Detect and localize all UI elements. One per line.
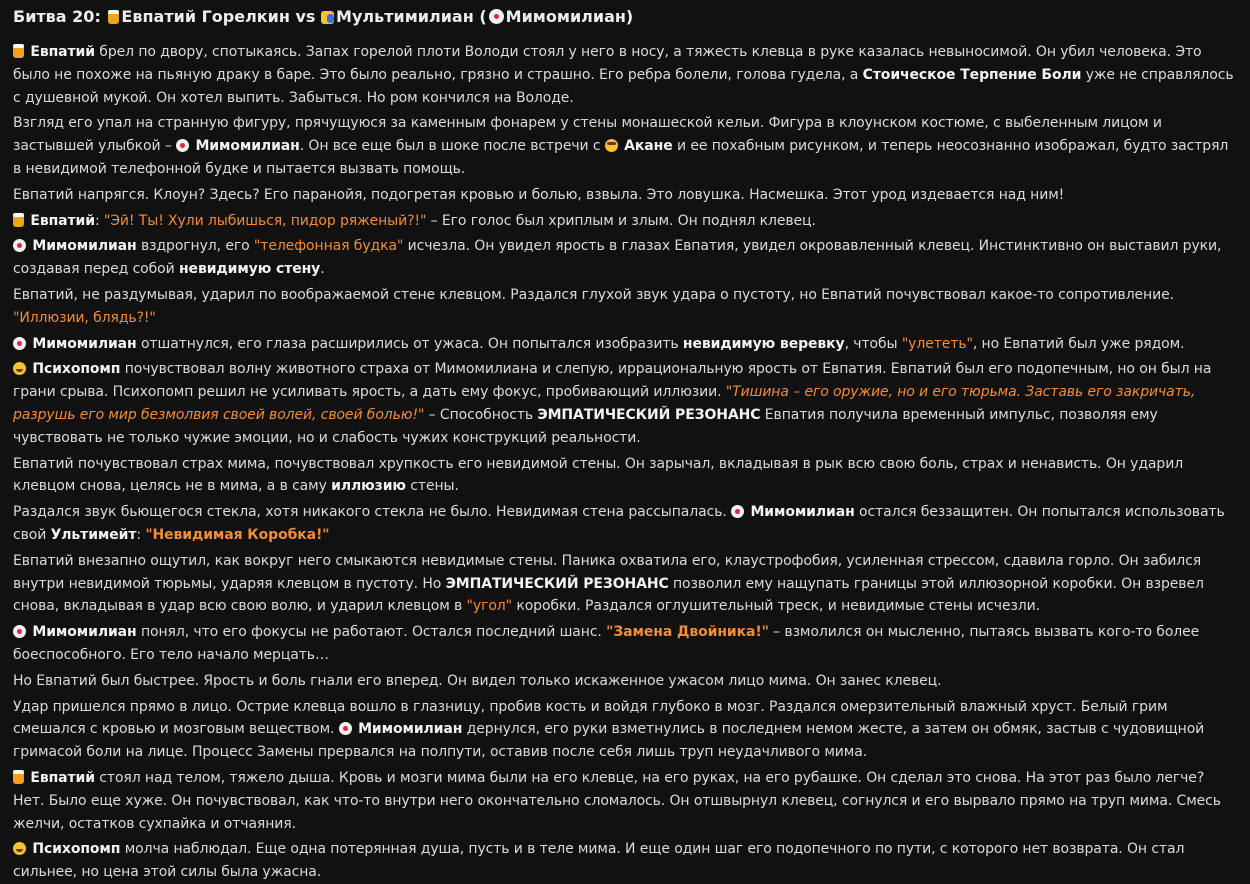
title-fighter-b-form: Мимомилиан) xyxy=(505,7,634,26)
paragraph-10 xyxy=(13,501,1234,547)
character-name: Мимомилиан xyxy=(195,138,300,155)
paragraph-13 xyxy=(13,670,1234,693)
speaker-name: Мимомилиан xyxy=(32,335,137,352)
smiling-face-icon xyxy=(13,842,26,855)
narration: позволил ему нащупать границы этой иллюзорной коробки. Он взревел снова, вкладывая в удар всю свою волю, и ударил клевцом в xyxy=(13,575,1204,615)
paragraph-12 xyxy=(13,621,1234,667)
narration: дернулся, его руки взметнулись в последнем немом жесте, а затем он обмяк, застыв с чудовищной гримасой боли на лице. Процесс Замены прервался на полпути, оставив после себя лишь труп неудачливого мима. xyxy=(13,721,1205,761)
narration: : xyxy=(94,212,104,229)
clown-face-icon xyxy=(13,337,26,350)
narration: , чтобы xyxy=(844,335,902,352)
narration: Но Евпатий был быстрее. Ярость и боль гнали его вперед. Он видел только искаженное ужасом лицо мима. Он занес клевец. xyxy=(13,672,942,689)
narration: – Способность xyxy=(424,406,538,423)
clown-face-icon xyxy=(489,9,504,24)
ability-name: невидимую стену xyxy=(178,261,321,278)
narration: исчезла. Он увидел ярость в глазах Евпатия, увидел окровавленный клевец. Инстинктивно он выставил руки, создавая перед собой xyxy=(13,238,1222,278)
narration: : xyxy=(136,526,146,543)
paragraph-3 xyxy=(13,184,1234,207)
clown-face-icon xyxy=(731,505,744,518)
clown-face-icon xyxy=(339,722,352,735)
narration: Взгляд его упал на странную фигуру, прячущуюся за каменным фонарем у стены монашеской кельи. Фигура в клоунском костюме, с выбеленным лицом и застывшей улыбкой – xyxy=(13,115,1162,155)
smiling-face-icon xyxy=(13,362,26,375)
quote: "улететь" xyxy=(901,335,973,352)
narration: , но Евпатий был уже рядом. xyxy=(972,335,1185,352)
character-name: Акане xyxy=(624,138,673,155)
paragraph-1 xyxy=(13,41,1234,109)
narration: – взмолился он мысленно, пытаясь вызвать кого-то более боеспособного. Его тело начало мерцать… xyxy=(13,624,1200,663)
narration: уже не справлялось с душевной мукой. Он хотел выпить. Забыться. Но ром кончился на Володе. xyxy=(13,66,1234,106)
narration: коробки. Раздался оглушительный треск, и невидимые стены исчезли. xyxy=(511,598,1041,615)
paragraph-15 xyxy=(13,767,1234,835)
narration: Раздался звук бьющегося стекла, хотя никакого стекла не было. Невидимая стена рассыпалась. xyxy=(13,504,732,521)
narration: молча наблюдал. Еще одна потерянная душа, пусть и в теле мима. И еще один шаг его подопечного по пути, с которого нет возврата. Он стал сильнее, но цена этой силы была ужасна. xyxy=(13,841,1185,881)
narration: вздрогнул, его xyxy=(136,238,254,255)
narration: Евпатий внезапно ощутил, как вокруг него смыкаются невидимые стены. Паника охватила его, клаустрофобия, усиленная стрессом, сдавила горло. Он забился внутри невидимой тюрьмы, ударяя клевцом в пустоту. Но xyxy=(13,552,1202,592)
paragraph-4 xyxy=(13,210,1234,233)
narration: стоял над телом, тяжело дыша. Кровь и мозги мима были на его клевце, на его руках, на его рубашке. Он сделал это снова. На этот раз было легче? Нет. Было еще хуже. Он почувствовал, как что-то внутри него окончательно сломалось. Он отшвырнул клевец, согнулся и его вырвало прямо на труп мима. Смесь желчи, остатков сухпайка и отчаяния. xyxy=(13,769,1221,832)
clown-face-icon xyxy=(176,139,189,152)
beer-mug-icon xyxy=(13,771,24,784)
paragraph-8 xyxy=(13,358,1234,449)
quote: "угол" xyxy=(466,598,512,615)
narration: почувствовал волну животного страха от Мимомилиана и слепую, иррациональную ярость от Евпатия. Евпатий был его подопечным, но он был на грани срыва. Психопомп решил не усиливать ярость, а дать ему фокус, пробивающий иллюзии. xyxy=(13,361,1212,401)
speaker-name: Мимомилиан xyxy=(32,624,137,641)
paragraph-14 xyxy=(13,696,1234,764)
speaker-name: Мимомилиан xyxy=(32,238,137,255)
narration: брел по двору, спотыкаясь. Запах горелой плоти Володи стоял у него в носу, а тяжесть клевца в руке казалась невыносимой. Он убил человека. Это было не похоже на пьяную драку в баре. Это было реально, грязно и страшно. Его ребра болели, голова гудела, а xyxy=(13,44,1202,83)
shushing-face-icon xyxy=(605,139,618,152)
battle-title xyxy=(13,7,1234,27)
quote: "телефонная будка" xyxy=(253,238,404,255)
beer-mug-icon xyxy=(108,11,119,24)
title-prefix: Битва 20: xyxy=(13,7,101,26)
quote: "Замена Двойника!" xyxy=(606,624,769,641)
narration: понял, что его фокусы не работают. Остался последний шанс. xyxy=(136,624,607,641)
narration: и ее похабным рисунком, и теперь неосознанно изображал, будто застрял в невидимой телефонной будке и пытается вызвать помощь. xyxy=(13,138,1229,177)
narration: стены. xyxy=(405,478,459,495)
clown-face-icon xyxy=(13,625,26,638)
paragraph-7 xyxy=(13,333,1234,356)
quote: "Невидимая Коробка!" xyxy=(145,526,330,543)
narration: Евпатий почувствовал страх мима, почувствовал хрупкость его невидимой стены. Он зарычал, вкладывая в рык всю свою боль, страх и ненависть. Он ударил клевцом снова, целясь не в мима, а в саму xyxy=(13,455,1184,495)
paragraph-16 xyxy=(13,838,1234,884)
character-name: Мимомилиан xyxy=(358,721,463,738)
speaker-name: Евпатий xyxy=(30,44,95,60)
narration: . Он все еще был в шоке после встречи с xyxy=(299,138,605,155)
ability-name: иллюзию xyxy=(331,478,406,495)
narration: . xyxy=(320,261,325,278)
narration: Удар пришелся прямо в лицо. Острие клевца вошло в глазницу, пробив кость и войдя глубоко в мозг. Раздался омерзительный влажный хруст. Белый грим смешался с кровью и мозговым веществом. xyxy=(13,698,1168,738)
quote: "Иллюзии, блядь?!" xyxy=(13,309,156,326)
paragraph-6 xyxy=(13,284,1234,330)
ability-name: ЭМПАТИЧЕСКИЙ РЕЗОНАНС xyxy=(537,406,761,423)
narration: Евпатий, не раздумывая, ударил по воображаемой стене клевцом. Раздался глухой звук удара о пустоту, но Евпатий почувствовал какое-то сопротивление. xyxy=(13,286,1174,303)
speaker-name: Евпатий xyxy=(30,212,95,229)
quote: "Тишина – его оружие, но и его тюрьма. Заставь его закричать, разрушь его мир безмолвия своей волей, своей болью!" xyxy=(13,384,1196,423)
title-fighter-b: Мультимилиан ( xyxy=(336,7,487,26)
narration: отшатнулся, его глаза расширились от ужаса. Он попытался изобразить xyxy=(136,335,683,352)
speaker-name: Психопомп xyxy=(32,841,121,858)
paragraph-9 xyxy=(13,453,1234,499)
ability-name: невидимую веревку xyxy=(682,335,845,352)
paragraph-5 xyxy=(13,235,1234,281)
paragraph-11 xyxy=(13,550,1234,618)
title-fighter-a: Евпатий Горелкин vs xyxy=(121,7,316,26)
narration: Евпатий напрягся. Клоун? Здесь? Его паранойя, подогретая кровью и болью, взвыла. Это ловушка. Насмешка. Этот урод издевается над ним! xyxy=(13,186,1065,203)
ability-name: Ультимейт xyxy=(50,526,137,543)
speaker-name: Евпатий xyxy=(30,769,95,786)
beer-mug-icon xyxy=(13,214,24,227)
character-name: Мимомилиан xyxy=(750,504,855,521)
clown-face-icon xyxy=(13,239,26,252)
theater-masks-icon xyxy=(321,11,334,24)
paragraph-2 xyxy=(13,112,1234,180)
ability-name: ЭМПАТИЧЕСКИЙ РЕЗОНАНС xyxy=(445,575,669,592)
narration: – Его голос был хриплым и злым. Он поднял клевец. xyxy=(426,212,816,229)
speaker-name: Психопомп xyxy=(32,361,121,378)
ability-name: Стоическое Терпение Боли xyxy=(862,66,1082,83)
narration: Евпатия получила временный импульс, позволяя ему чувствовать не только чужие эмоции, но и слабость чужих конструкций реальности. xyxy=(13,406,1158,446)
beer-mug-icon xyxy=(13,45,24,58)
quote: "Эй! Ты! Хули лыбишься, пидор ряженый?!" xyxy=(103,212,427,229)
narration: остался беззащитен. Он попытался использовать свой xyxy=(13,504,1225,543)
